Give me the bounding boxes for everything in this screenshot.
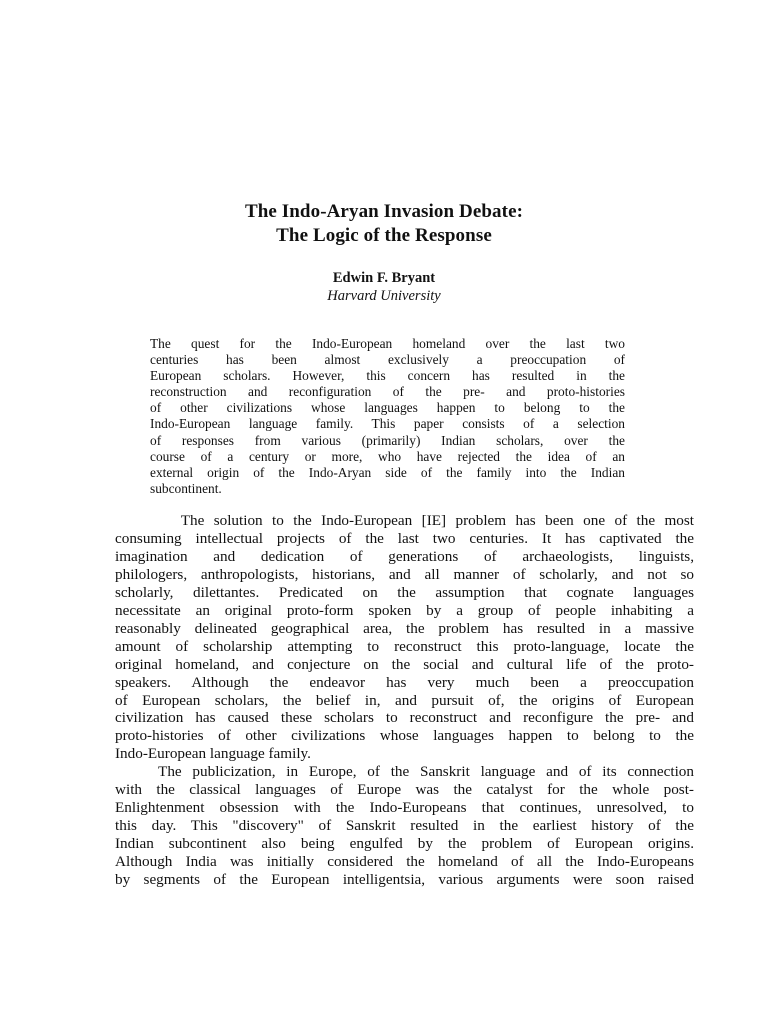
body-text	[115, 512, 694, 889]
title-line-2: The Logic of the Response	[276, 225, 492, 246]
body-line: original homeland, and conjecture on the social and cultural life of the proto-	[115, 655, 694, 673]
body-line: The solution to the Indo-European [IE] problem has been one of the most	[115, 512, 694, 529]
body-line: scholarly, dilettantes. Predicated on the assumption that cognate languages	[115, 583, 694, 601]
abstract-line: subcontinent.	[150, 480, 222, 496]
abstract-line: The quest for the Indo-European homeland over the last two	[150, 336, 625, 351]
abstract-line: Indo-European language family. This paper consists of a selection	[150, 416, 625, 432]
body-line: Indo-European language family.	[115, 745, 311, 763]
body-paragraph-2	[115, 763, 694, 889]
body-line: necessitate an original proto-form spoken by a group of people inhabiting a	[115, 601, 694, 619]
abstract-line: centuries has been almost exclusively a preoccupation of	[150, 352, 625, 368]
body-line: with the classical languages of Europe was the catalyst for the whole post-	[115, 781, 694, 799]
title-line-1: The Indo-Aryan Invasion Debate:	[244, 201, 524, 222]
paper-title	[0, 200, 768, 248]
body-line: civilization has caused these scholars to reconstruct and reconfigure the pre- and	[115, 709, 694, 727]
abstract-line: European scholars. However, this concern has resulted in the	[150, 368, 625, 384]
body-line: of European scholars, the belief in, and pursuit of, the origins of European	[115, 691, 694, 709]
abstract-line: external origin of the Indo-Aryan side of the family into the Indian	[150, 464, 625, 480]
body-line: consuming intellectual projects of the last two centuries. It has captivated the	[115, 529, 694, 547]
abstract-line: of other civilizations whose languages happen to belong to the	[150, 400, 625, 416]
abstract-line: course of a century or more, who have rejected the idea of an	[150, 448, 625, 464]
abstract	[150, 336, 625, 497]
body-line: Indian subcontinent also being engulfed by the problem of European origins.	[115, 835, 694, 853]
body-line: by segments of the European intelligentsia, various arguments were soon raised	[115, 871, 694, 889]
body-line: reasonably delineated geographical area, the problem has resulted in a massive	[115, 619, 694, 637]
body-line: imagination and dedication of generations of archaeologists, linguists,	[115, 547, 694, 565]
body-line: proto-histories of other civilizations whose languages happen to belong to the	[115, 727, 694, 745]
author-name: Edwin F. Bryant	[332, 270, 436, 286]
body-paragraph-1	[115, 512, 694, 763]
body-line: philologers, anthropologists, historians, and all manner of scholarly, and not so	[115, 565, 694, 583]
abstract-line: reconstruction and reconfiguration of the pre- and proto-histories	[150, 384, 625, 400]
body-line: speakers. Although the endeavor has very much been a preoccupation	[115, 673, 694, 691]
body-line: Although India was initially considered the homeland of all the Indo-Europeans	[115, 853, 694, 871]
body-line: Enlightenment obsession with the Indo-Europeans that continues, unresolved, to	[115, 799, 694, 817]
abstract-line: of responses from various (primarily) Indian scholars, over the	[150, 432, 625, 448]
body-line: The publicization, in Europe, of the Sanskrit language and of its connection	[115, 763, 694, 781]
body-line: this day. This "discovery" of Sanskrit resulted in the earliest history of the	[115, 817, 694, 835]
body-line: amount of scholarship attempting to reconstruct this proto-language, locate the	[115, 637, 694, 655]
author-affiliation: Harvard University	[327, 288, 441, 304]
author-block	[0, 269, 768, 305]
